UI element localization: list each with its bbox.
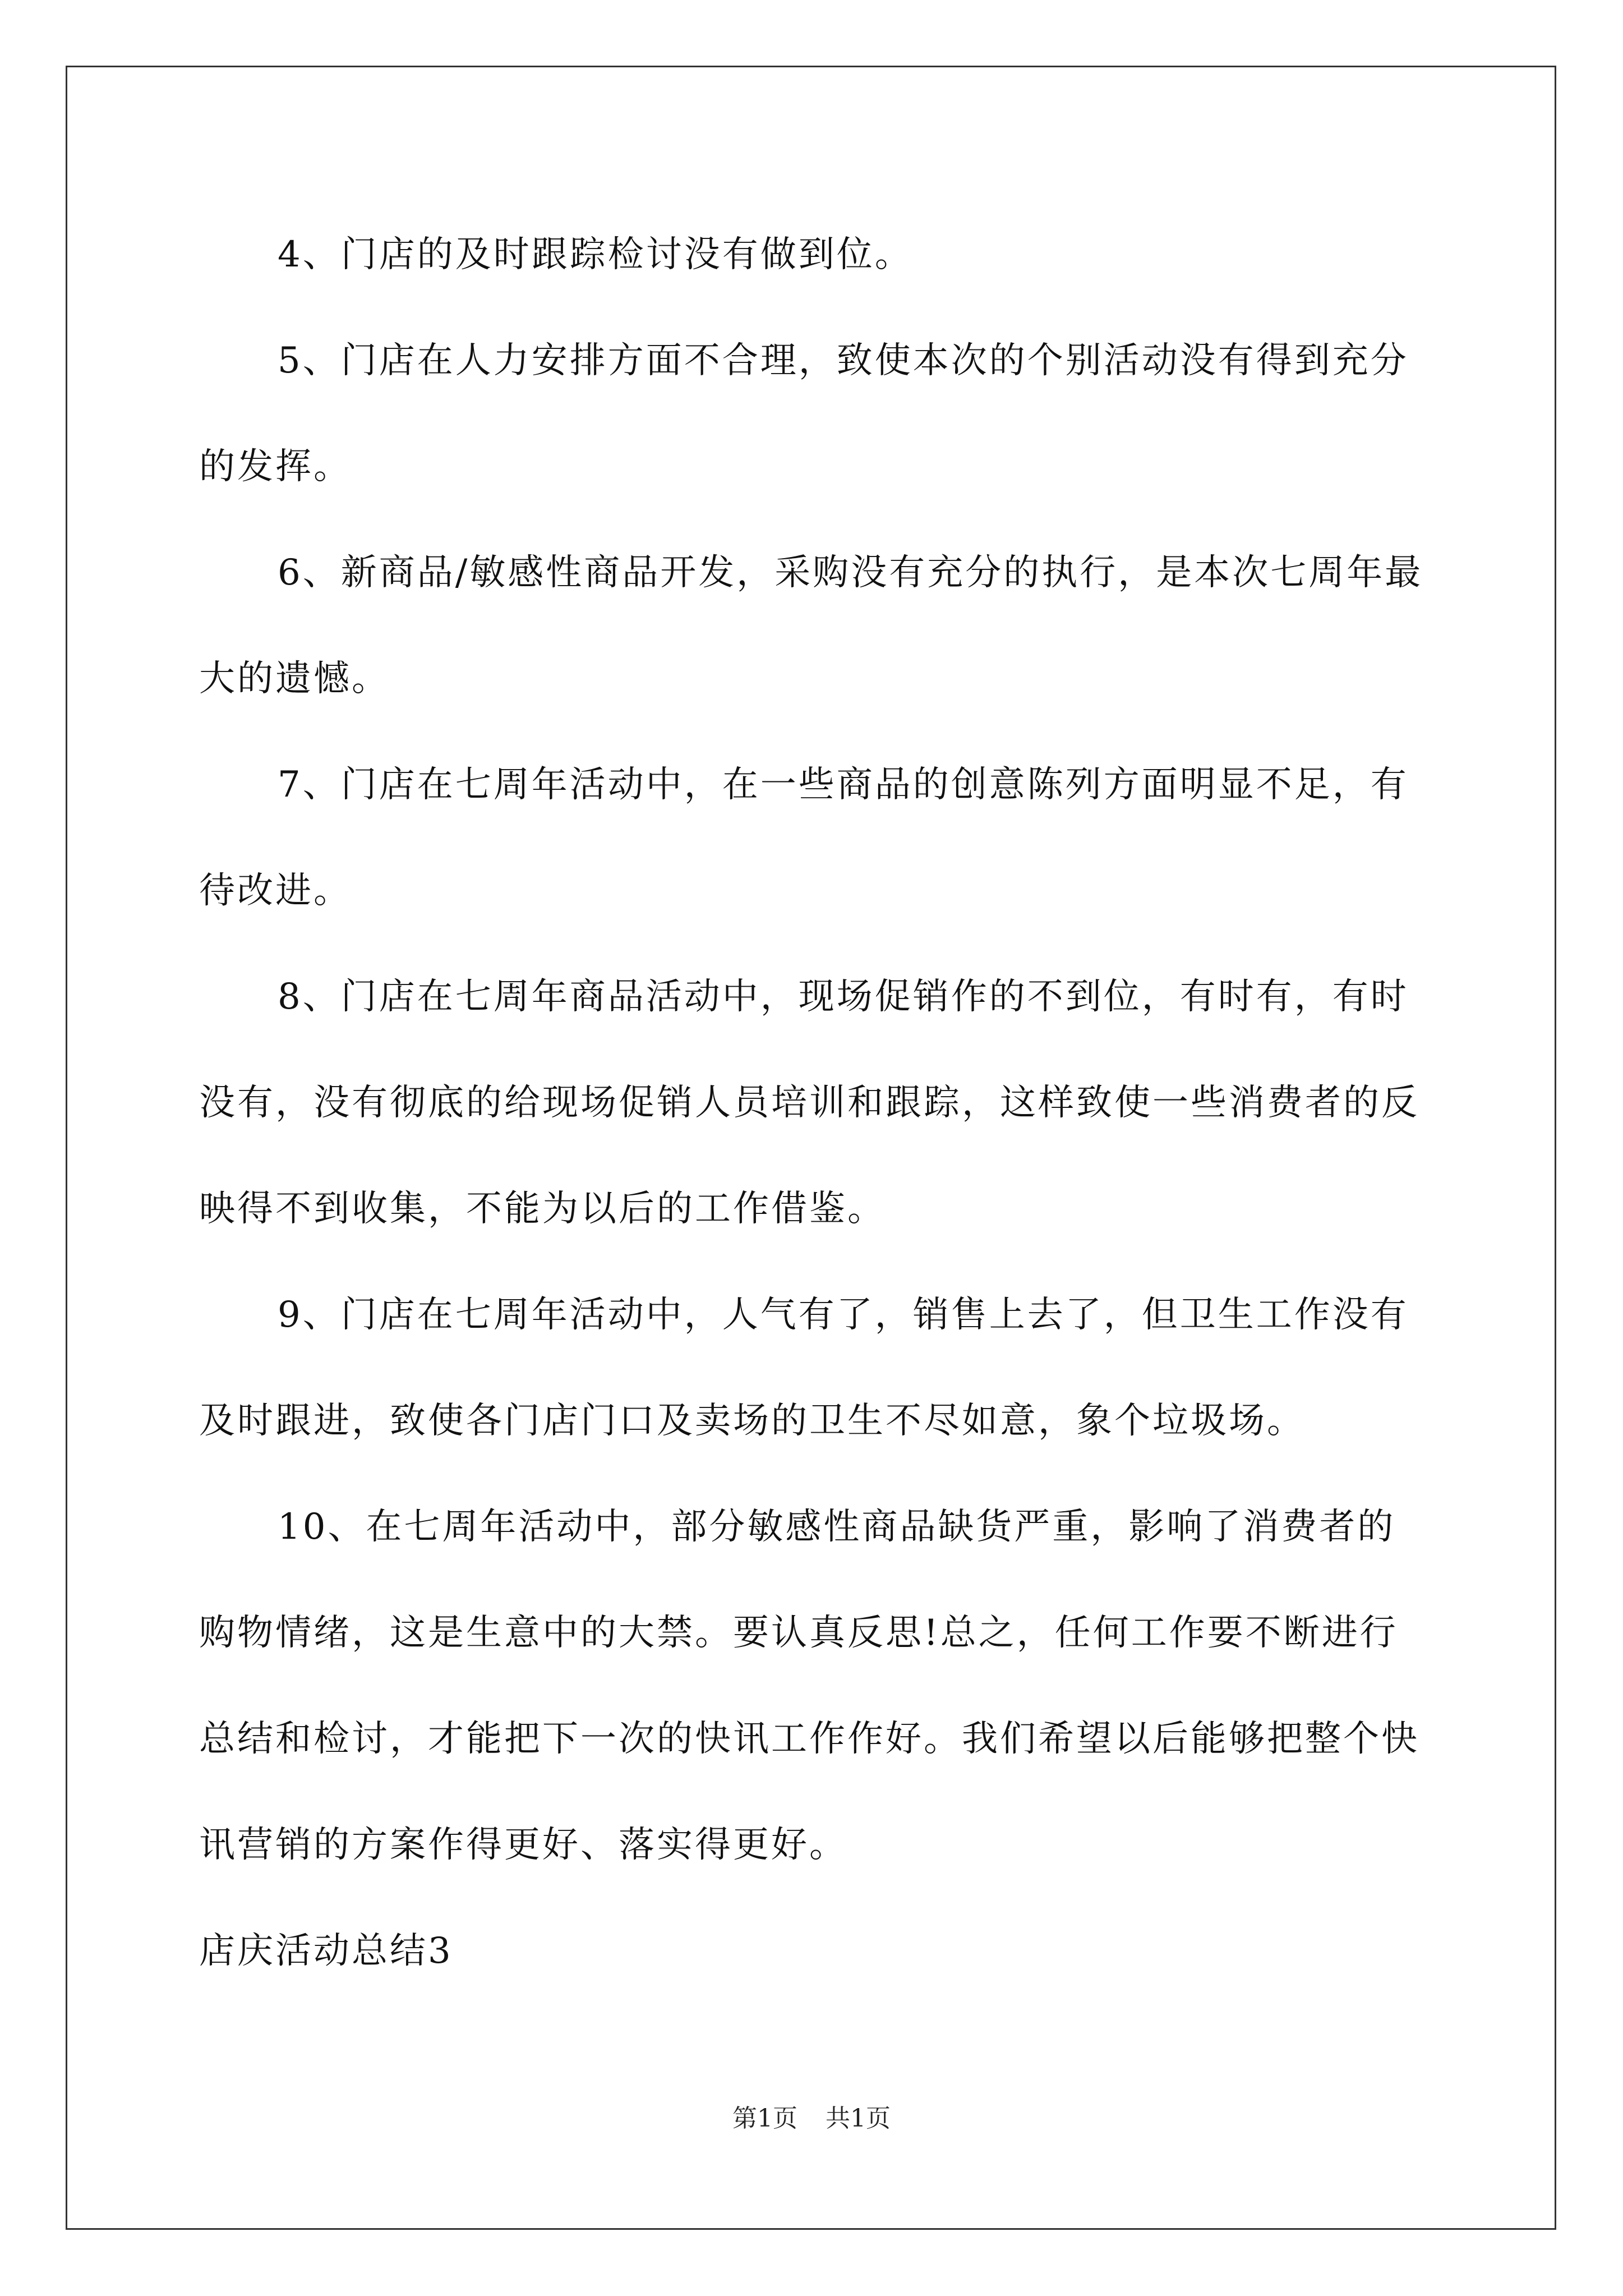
document-body (199, 202, 1433, 2004)
page-number-total: 共1页 (826, 2104, 891, 2133)
paragraph-item-5: 5、门店在人力安排方面不合理，致使本次的个别活动没有得到充分的发挥。 (199, 340, 1409, 487)
page-number-current: 第1页 (732, 2104, 797, 2133)
paragraph-item-4: 4、门店的及时跟踪检讨没有做到位。 (278, 234, 913, 275)
paragraph-item-8: 8、门店在七周年商品活动中，现场促销作的不到位，有时有，有时没有，没有彻底的给现场促销人员培训和跟踪，这样致使一些消费者的反映得不到收集，不能为以后的工作借鉴。 (199, 976, 1419, 1230)
paragraph-item-9: 9、门店在七周年活动中，人气有了，销售上去了，但卫生工作没有及时跟进，致使各门店门口及卖场的卫生不尽如意，象个垃圾场。 (199, 1294, 1409, 1442)
paragraph-item-6: 6、新商品/敏感性商品开发，采购没有充分的执行，是本次七周年最大的遗憾。 (199, 552, 1423, 700)
section-heading: 店庆活动总结3 (199, 1930, 453, 1972)
page-footer (0, 2098, 1623, 2134)
paragraph-item-7: 7、门店在七周年活动中，在一些商品的创意陈列方面明显不足，有待改进。 (199, 764, 1409, 912)
paragraph-item-10: 10、在七周年活动中，部分敏感性商品缺货严重，影响了消费者的购物情绪，这是生意中的大禁。要认真反思!总之，任何工作要不断进行总结和检讨，才能把下一次的快讯工作作好。我们希望以后能够把整个快讯营销的方案作得更好、落实得更好。 (199, 1506, 1419, 1866)
